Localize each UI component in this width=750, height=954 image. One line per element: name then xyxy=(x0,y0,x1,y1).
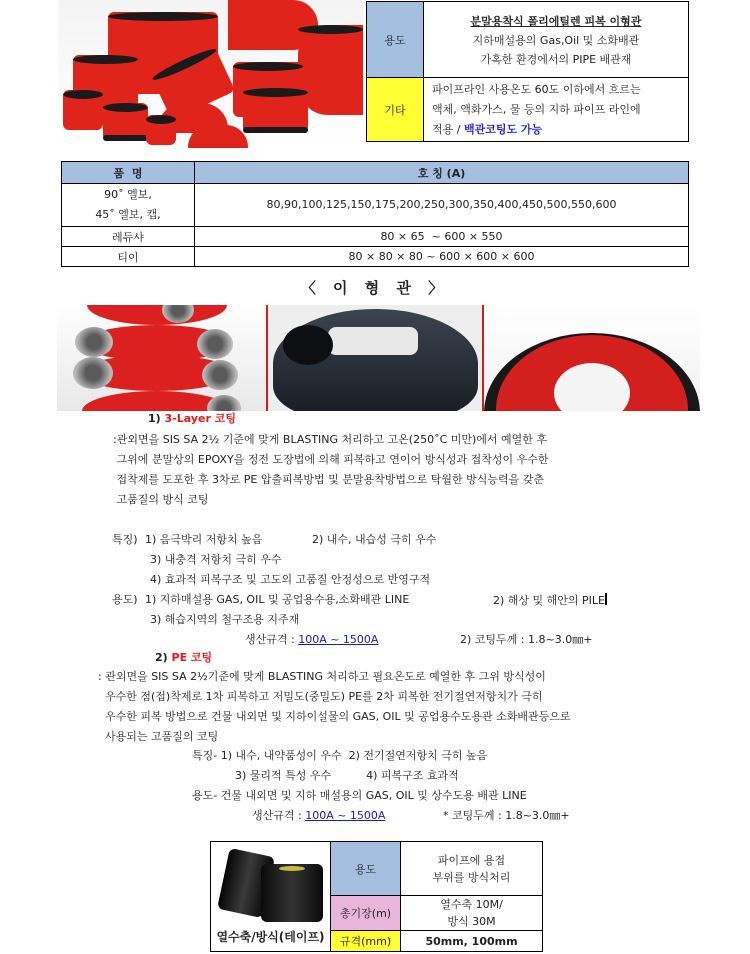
size-value: 80,90,100,125,150,175,200,250,300,350,400,450,500,550,600 xyxy=(195,184,689,227)
tape-usage-line-1: 파이프에 용접 xyxy=(437,853,506,867)
tape-length-line-2: 방식 30M xyxy=(447,915,496,928)
text-cursor xyxy=(605,593,607,605)
usage-line-1: 지하매설용의 Gas,Oil 및 소화배관 xyxy=(472,34,640,47)
coating-1-desc-line-1: :관외면을 SIS SA 2½ 기준에 맞게 BLASTING 처리하고 고온(250˚C 미만)에서 예열한 후 xyxy=(113,433,548,446)
coating-2-thickness: * 코팅두께 : 1.8~3.0㎜+ xyxy=(443,809,570,822)
tape-size-label: 규격(mm) xyxy=(331,931,401,952)
coating-1-use-2-text: 2) 해상 및 해안의 PILE xyxy=(493,594,605,607)
product-name-line-1: 90˚ 엘보, xyxy=(104,188,152,201)
coating-2-desc-line-3: 우수한 피복 방법으로 건물 내외면 및 지하이설물의 GAS, OIL 및 공업용수도용관 소화배관등으로 xyxy=(98,710,571,723)
etc-line-3-prefix: 적용 / xyxy=(432,122,464,136)
coating-2-heading xyxy=(155,651,212,665)
coating-2-title: PE 코팅 xyxy=(171,651,213,664)
coating-1-spec xyxy=(245,633,378,647)
tape-caption: 열수축/방식(테이프) xyxy=(216,930,325,944)
etc-line-3 xyxy=(432,120,688,140)
product-info-table xyxy=(366,1,689,142)
usage-line-2: 가혹한 환경에서의 PIPE 배관재 xyxy=(480,53,632,66)
etc-line-2: 액체, 액화가스, 물 등의 지하 파이프 라인에 xyxy=(432,102,641,116)
tape-length-label: 총기장(m) xyxy=(331,896,401,931)
coating-2-spec-link[interactable]: 100A ~ 1500A xyxy=(305,809,386,822)
product-name-tee: 티이 xyxy=(62,247,195,267)
coating-1-use-1: 1) 지하매설용 GAS, OIL 및 공업용수용,소화배관 LINE xyxy=(145,593,410,606)
coating-1-desc-line-4: 고품질의 방식 코팅 xyxy=(113,493,209,506)
tape-usage-value xyxy=(401,842,543,896)
size-value: 80 × 80 × 80 ~ 600 × 600 × 600 xyxy=(195,247,689,267)
header-nominal-size: 호 칭 (A) xyxy=(195,162,689,184)
coating-1-number: 1) xyxy=(148,412,165,425)
product-name-elbow-cap xyxy=(62,184,195,227)
tape-size-value: 50mm, 100mm xyxy=(401,931,543,952)
size-value: 80 × 65 ~ 600 × 550 xyxy=(195,227,689,247)
coating-1-thickness: 2) 코팅두께 : 1.8~3.0㎜+ xyxy=(460,633,593,646)
coating-1-title: 3-Layer 코팅 xyxy=(164,412,236,425)
coating-1-heading xyxy=(148,412,236,426)
coating-1-feature-3: 3) 내충격 저항치 극히 우수 xyxy=(150,553,282,566)
coating-1-uses-label: 용도) xyxy=(112,593,138,606)
red-elbow-photo xyxy=(484,305,700,411)
coating-2-desc-line-1: : 관외면을 SIS SA 2½기준에 맞게 BLASTING 처리하고 필요온도로 예열한 후 그위 방식성이 xyxy=(98,670,546,683)
tape-length-value xyxy=(401,896,543,931)
coating-2-number: 2) xyxy=(155,651,172,664)
coating-2-spec-label: 생산규격 : xyxy=(252,809,306,822)
coating-1-feature-4: 4) 효과적 피복구조 및 고도의 고품질 안정성으로 반영구적 xyxy=(150,573,431,586)
coating-1-desc-line-2: 그위에 분말상의 EPOXY을 정전 도장법에 의해 피복하고 연이어 방식성과 접착성이 우수한 xyxy=(113,453,549,466)
header-product-name: 품 명 xyxy=(62,162,195,184)
table-row xyxy=(62,184,689,227)
black-loop-pipe-photo xyxy=(268,305,481,411)
product-title: 분말용착식 폴리에틸렌 피복 이형관 xyxy=(470,15,642,28)
coating-2-desc-line-2: 우수한 점(접)착제로 1차 피복하고 저밀도(중밀도) PE를 2차 피복한 전기절연저항치가 극히 xyxy=(98,690,543,703)
coating-1-desc-line-3: 접착제를 도포한 후 3차로 PE 압출피복방법 및 분말용착방법으로 탁월한 방식능력을 갖춘 xyxy=(113,473,544,486)
coating-1-use-3: 3) 해습지역의 철구조용 지주재 xyxy=(150,613,300,626)
tape-usage-line-2: 부위를 방식처리 xyxy=(432,870,511,884)
etc-line-1: 파이프라인 사용온도 60도 이하에서 흐르는 xyxy=(432,82,641,96)
coating-1-use-2 xyxy=(493,593,607,608)
section-title-fittings: 〈 이 형 관 〉 xyxy=(300,279,450,297)
size-spec-table xyxy=(61,161,689,267)
product-name-reducer: 레듀샤 xyxy=(62,227,195,247)
white-pipe-coating-note: 백관코팅도 가능 xyxy=(463,122,543,136)
red-elbows-photo xyxy=(57,305,265,411)
product-name-line-2: 45˚ 엘보, 캡, xyxy=(95,208,161,221)
etc-label: 기타 xyxy=(367,78,424,142)
coating-1-feature-2: 2) 내수, 내습성 극히 우수 xyxy=(312,533,437,546)
usage-value xyxy=(424,2,689,78)
coating-1-spec-link[interactable]: 100A ~ 1500A xyxy=(298,633,379,646)
tape-length-line-1: 열수축 10M/ xyxy=(440,898,503,911)
coating-2-features-line-1: 특징- 1) 내수, 내약품성이 우수 2) 전기절연저항치 극히 높음 xyxy=(192,749,488,762)
tape-product-cell xyxy=(211,842,331,952)
coating-1-features-label: 특징) xyxy=(112,533,138,546)
tape-info-table xyxy=(210,841,543,952)
coating-2-desc-line-4: 사용되는 고품질의 코팅 xyxy=(98,730,219,743)
coating-1-feature-1: 1) 음극박리 저항치 높음 xyxy=(145,533,263,546)
usage-label: 용도 xyxy=(367,2,424,78)
tape-roll-photo xyxy=(261,864,323,922)
coating-2-uses: 용도- 건물 내외면 및 지하 매설용의 GAS, OIL 및 상수도용 배관 LINE xyxy=(192,789,527,802)
pipe-fittings-photo xyxy=(58,0,363,148)
coating-2-features-line-2: 3) 물리적 특성 우수 4) 피복구조 효과적 xyxy=(235,769,459,782)
table-row xyxy=(62,227,689,247)
coating-2-spec xyxy=(252,809,385,823)
fittings-photo-strip xyxy=(57,305,700,411)
tape-usage-label: 용도 xyxy=(331,842,401,896)
coating-1-spec-label: 생산규격 : xyxy=(245,633,299,646)
etc-value xyxy=(424,78,689,142)
table-row xyxy=(62,247,689,267)
